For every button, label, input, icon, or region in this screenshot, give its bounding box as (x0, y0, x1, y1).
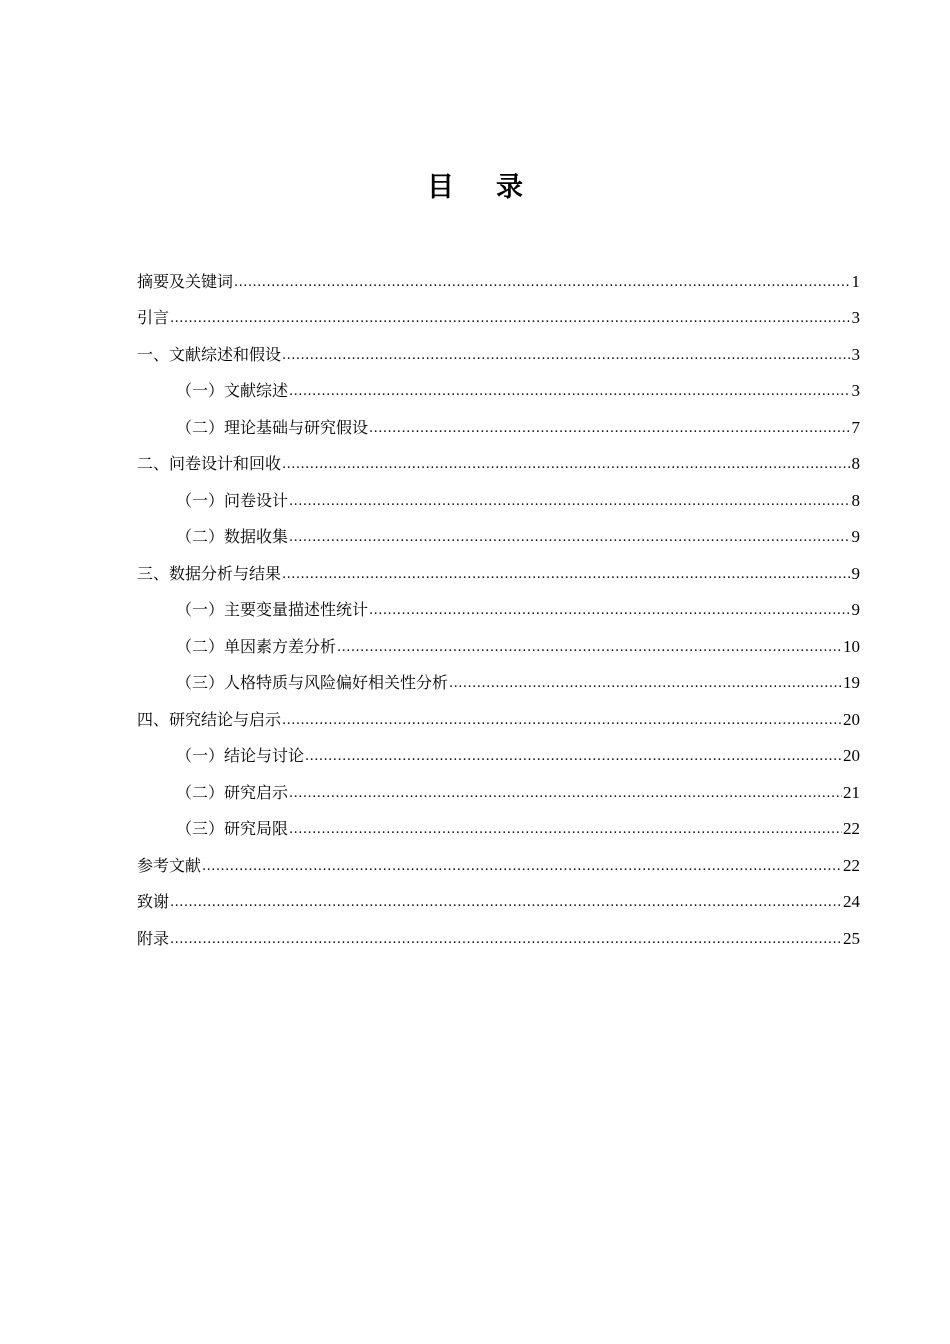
toc-entry-introduction[interactable] (137, 292, 860, 329)
toc-entry-page: 22 (843, 819, 860, 838)
toc-entry-page: 22 (843, 855, 860, 875)
toc-entry-chapter-1[interactable] (137, 328, 860, 365)
toc-entry-section-3-2[interactable] (137, 620, 860, 657)
toc-entry-section-4-2[interactable] (137, 766, 860, 803)
toc-entry-section-3-1[interactable] (137, 584, 860, 621)
toc-entry-page: 1 (851, 271, 860, 291)
toc-entry-page: 9 (851, 600, 860, 619)
toc-entry-page: 8 (851, 454, 860, 473)
toc-entry-section-1-1[interactable] (137, 365, 860, 402)
toc-entry-section-1-2[interactable] (137, 401, 860, 438)
toc-entry-label: （一）主要变量描述性统计 (176, 600, 369, 619)
toc-entry-page: 10 (843, 636, 860, 656)
dot-leader (369, 600, 850, 620)
toc-entry-page: 3 (851, 381, 860, 400)
toc-entry-label: 三、数据分析与结果 (137, 563, 282, 583)
toc-entry-label: （三）研究局限 (176, 819, 289, 838)
toc-entry-label: （二）理论基础与研究假设 (176, 417, 369, 437)
dot-leader (289, 381, 850, 401)
toc-entry-page: 9 (851, 563, 860, 583)
toc-entry-page: 3 (851, 308, 860, 327)
dot-leader (289, 527, 850, 547)
toc-entry-label: 二、问卷设计和回收 (137, 454, 282, 473)
dot-leader (170, 308, 850, 328)
toc-entry-page: 20 (843, 746, 860, 765)
toc-entry-label: （一）问卷设计 (176, 490, 289, 510)
dot-leader (170, 892, 842, 912)
toc-entry-page: 25 (843, 928, 860, 948)
toc-entry-acknowledgements[interactable] (137, 876, 860, 913)
toc-entry-label: （一）结论与讨论 (176, 746, 305, 765)
dot-leader (289, 783, 842, 803)
toc-entry-label: 摘要及关键词 (137, 271, 234, 291)
dot-leader (282, 564, 850, 584)
dot-leader (170, 929, 842, 949)
toc-entry-label: （二）数据收集 (176, 527, 289, 546)
toc-entry-chapter-4[interactable] (137, 693, 860, 730)
title-char-right: 录 (496, 172, 523, 203)
page-title (0, 170, 950, 206)
toc-entry-page: 19 (843, 673, 860, 692)
dot-leader (202, 856, 842, 876)
dot-leader (282, 710, 842, 730)
toc-entry-page: 9 (851, 527, 860, 546)
toc-entry-label: （一）文献综述 (176, 381, 289, 400)
toc-entry-page: 20 (843, 709, 860, 729)
toc-entry-label: 一、文献综述和假设 (137, 344, 282, 364)
toc-entry-label: 致谢 (137, 892, 170, 911)
toc-entry-section-4-1[interactable] (137, 730, 860, 767)
dot-leader (289, 819, 842, 839)
toc-entry-label: （二）研究启示 (176, 782, 289, 802)
toc-entry-label: （二）单因素方差分析 (176, 636, 337, 656)
toc-entry-page: 7 (851, 417, 860, 437)
dot-leader (234, 272, 850, 292)
toc-entry-label: 附录 (137, 928, 170, 948)
toc-entry-page: 21 (843, 782, 860, 802)
toc-entry-section-2-2[interactable] (137, 511, 860, 548)
toc-entry-chapter-2[interactable] (137, 438, 860, 475)
toc-entry-section-3-3[interactable] (137, 657, 860, 694)
dot-leader (282, 454, 850, 474)
toc-entry-label: （三）人格特质与风险偏好相关性分析 (176, 673, 449, 692)
toc-entry-chapter-3[interactable] (137, 547, 860, 584)
toc-entry-page: 3 (851, 344, 860, 364)
dot-leader (449, 673, 842, 693)
toc-entry-label: 引言 (137, 308, 170, 327)
dot-leader (305, 746, 842, 766)
dot-leader (289, 491, 850, 511)
toc-entry-label: 参考文献 (137, 855, 202, 875)
toc-entry-page: 8 (851, 490, 860, 510)
toc-entry-section-2-1[interactable] (137, 474, 860, 511)
toc-entry-section-4-3[interactable] (137, 803, 860, 840)
toc-entry-page: 24 (843, 892, 860, 911)
dot-leader (282, 345, 850, 365)
title-char-left: 目 (427, 172, 454, 203)
toc-entry-abstract[interactable] (137, 255, 860, 292)
toc-entry-appendix[interactable] (137, 912, 860, 949)
toc-entry-references[interactable] (137, 839, 860, 876)
toc-entry-label: 四、研究结论与启示 (137, 709, 282, 729)
table-of-contents (137, 255, 860, 949)
dot-leader (369, 418, 850, 438)
dot-leader (337, 637, 842, 657)
